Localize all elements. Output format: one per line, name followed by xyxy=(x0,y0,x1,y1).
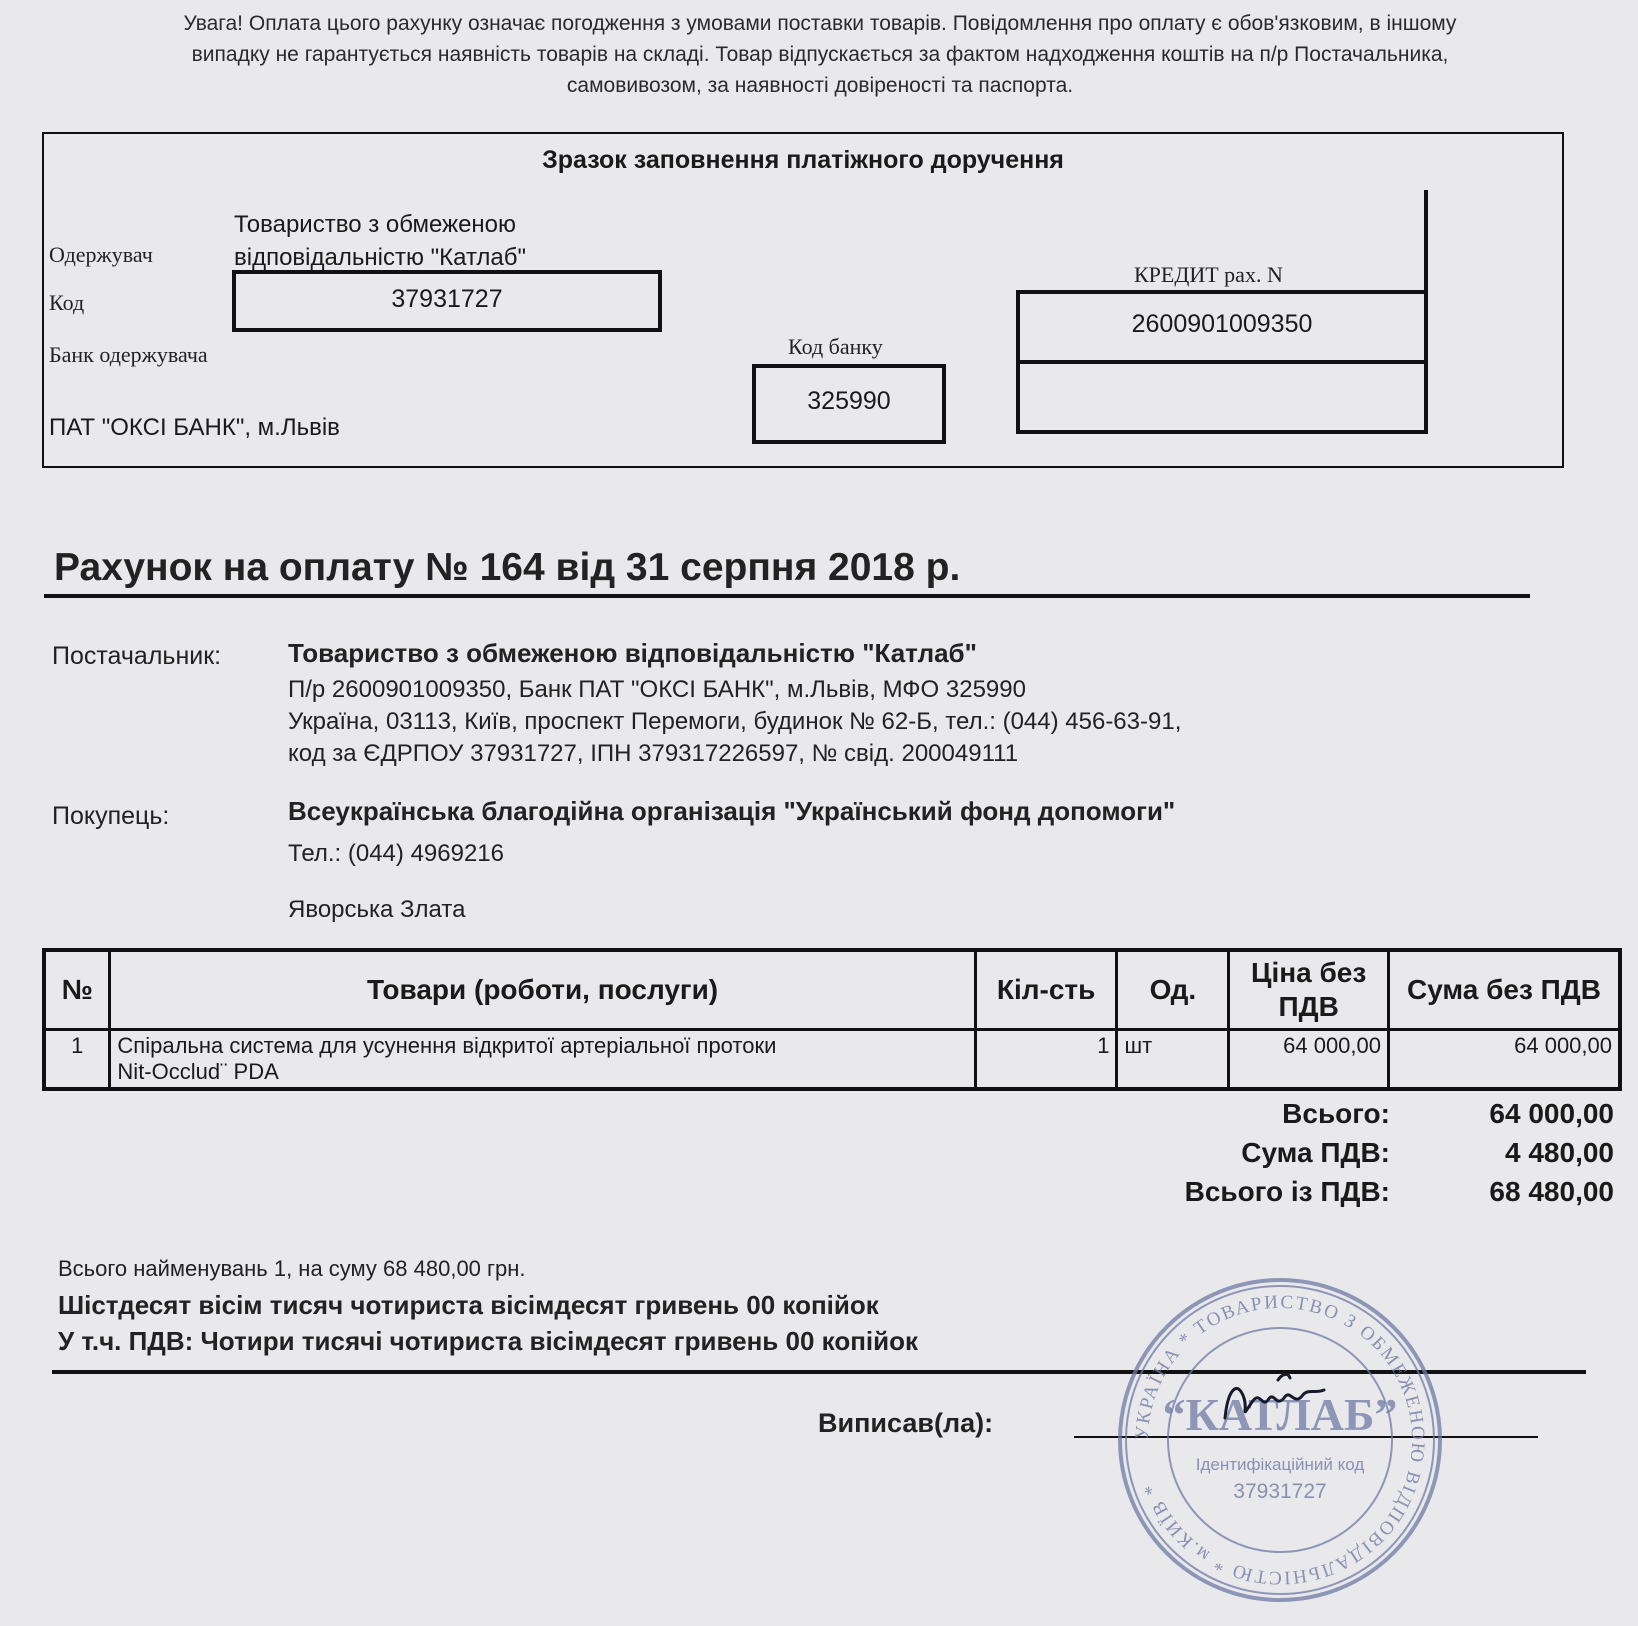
total-with-vat-row xyxy=(1080,1176,1620,1215)
header-unit: Од. xyxy=(1117,950,1229,1030)
code-box xyxy=(232,270,662,332)
stamp-id-label: Ідентифікаційний код xyxy=(1195,1455,1365,1474)
recipient-name xyxy=(234,208,526,274)
header-goods: Товари (роботи, послуги) xyxy=(110,950,975,1030)
buyer-contact: Яворська Злата xyxy=(288,896,466,923)
supplier-codes-line: код за ЄДРПОУ 37931727, ІПН 379317226597, № свід. 200049111 xyxy=(288,740,1019,767)
handwritten-signature-mark xyxy=(1278,1374,1290,1380)
payment-notice xyxy=(40,8,1600,101)
total-row xyxy=(1080,1098,1620,1137)
vat-in-words: У т.ч. ПДВ: Чотири тисячі чотириста вісімдесят гривень 00 копійок xyxy=(58,1326,919,1356)
cell-sum: 64 000,00 xyxy=(1389,1030,1621,1090)
supplier-name: Товариство з обмеженою відповідальністю "Катлаб" xyxy=(288,638,977,668)
bank-code-box xyxy=(752,364,946,444)
recipient-label: Одержувач xyxy=(49,242,153,267)
header-qty: Кіл-сть xyxy=(975,950,1117,1030)
stamp-ring-text-path: УКРАЇНА * ТОВАРИСТВО З ОБМЕЖЕНОЮ ВІДПОВІДАЛЬНІСТЮ * м.КИЇВ * xyxy=(1131,1291,1429,1589)
issued-by-label: Виписав(ла): xyxy=(818,1408,994,1438)
credit-account-box xyxy=(1016,290,1428,434)
stamp-company-name: “КАТЛАБ” xyxy=(1162,1389,1398,1440)
vat-value: 4 480,00 xyxy=(1505,1137,1614,1168)
credit-label: КРЕДИТ рах. N xyxy=(1134,262,1283,287)
totals-block xyxy=(1080,1098,1620,1215)
amount-in-words: Шістдесят вісім тисяч чотириста вісімдесят гривень 00 копійок xyxy=(58,1290,879,1320)
goods-line-1: Спіральна система для усунення відкритої артеріальної протоки xyxy=(117,1033,777,1058)
cell-unit: шт xyxy=(1117,1030,1229,1090)
header-sum: Сума без ПДВ xyxy=(1389,950,1621,1030)
bank-name: ПАТ "ОКСІ БАНК", м.Львів xyxy=(49,414,340,441)
header-no: № xyxy=(44,950,110,1030)
supplier-bank-line: П/р 2600901009350, Банк ПАТ "ОКСІ БАНК", м.Львів, МФО 325990 xyxy=(288,676,1026,703)
code-label: Код xyxy=(49,290,85,315)
cell-qty: 1 xyxy=(975,1030,1117,1090)
buyer-phone: Тел.: (044) 4969216 xyxy=(288,840,504,867)
company-stamp xyxy=(1110,1270,1450,1610)
code-value: 37931727 xyxy=(391,285,503,313)
total-label: Всього: xyxy=(1282,1098,1390,1129)
supplier-address-line: Україна, 03113, Київ, проспект Перемоги, будинок № 62-Б, тел.: (044) 456-63-91, xyxy=(288,708,1182,735)
stamp-id-value: 37931727 xyxy=(1233,1480,1327,1503)
items-table xyxy=(42,948,1622,1091)
recipient-name-line-1: Товариство з обмеженою xyxy=(234,211,517,238)
cell-no: 1 xyxy=(44,1030,110,1090)
total-with-vat-label: Всього із ПДВ: xyxy=(1184,1176,1390,1207)
cell-goods xyxy=(110,1030,975,1090)
buyer-label: Покупець: xyxy=(52,802,170,830)
supplier-label: Постачальник: xyxy=(52,642,222,670)
table-row xyxy=(44,1030,1620,1090)
invoice-title: Рахунок на оплату № 164 від 31 серпня 2018 р. xyxy=(54,546,961,589)
table-header-row xyxy=(44,950,1620,1030)
bank-code-label: Код банку xyxy=(788,334,883,359)
notice-line-2: випадку не гарантується наявність товарів на складі. Товар відпускається за фактом надходження коштів на п/р Постачальника, xyxy=(191,43,1449,66)
vat-label: Сума ПДВ: xyxy=(1241,1137,1390,1168)
header-price: Ціна без ПДВ xyxy=(1229,950,1389,1030)
buyer-name: Всеукраїнська благодійна організація "Український фонд допомоги" xyxy=(288,796,1176,826)
items-summary: Всього найменувань 1, на суму 68 480,00 грн. xyxy=(58,1256,526,1281)
stamp-inner-ring xyxy=(1168,1328,1392,1552)
notice-line-3: самовивозом, за наявності довіреності та паспорта. xyxy=(566,74,1074,97)
payment-order-sample xyxy=(42,132,1564,468)
sample-title: Зразок заповнення платіжного доручення xyxy=(542,146,1064,174)
vat-row xyxy=(1080,1137,1620,1176)
stamp-outer-ring-inner xyxy=(1126,1286,1434,1594)
title-underline xyxy=(44,594,1530,598)
goods-line-2: Nit-Occlud¨ PDA xyxy=(117,1059,279,1084)
bank-code-value: 325990 xyxy=(807,387,891,415)
total-value: 64 000,00 xyxy=(1489,1098,1614,1129)
cell-price: 64 000,00 xyxy=(1229,1030,1389,1090)
recipient-bank-label: Банк одержувача xyxy=(49,342,208,367)
credit-account-value: 2600901009350 xyxy=(1020,294,1424,364)
recipient-name-line-2: відповідальністю "Катлаб" xyxy=(234,244,527,271)
total-with-vat-value: 68 480,00 xyxy=(1489,1176,1614,1207)
notice-line-1: Увага! Оплата цього рахунку означає погодження з умовами поставки товарів. Повідомлення про оплату є обов'язковим, в іншому xyxy=(183,12,1457,35)
